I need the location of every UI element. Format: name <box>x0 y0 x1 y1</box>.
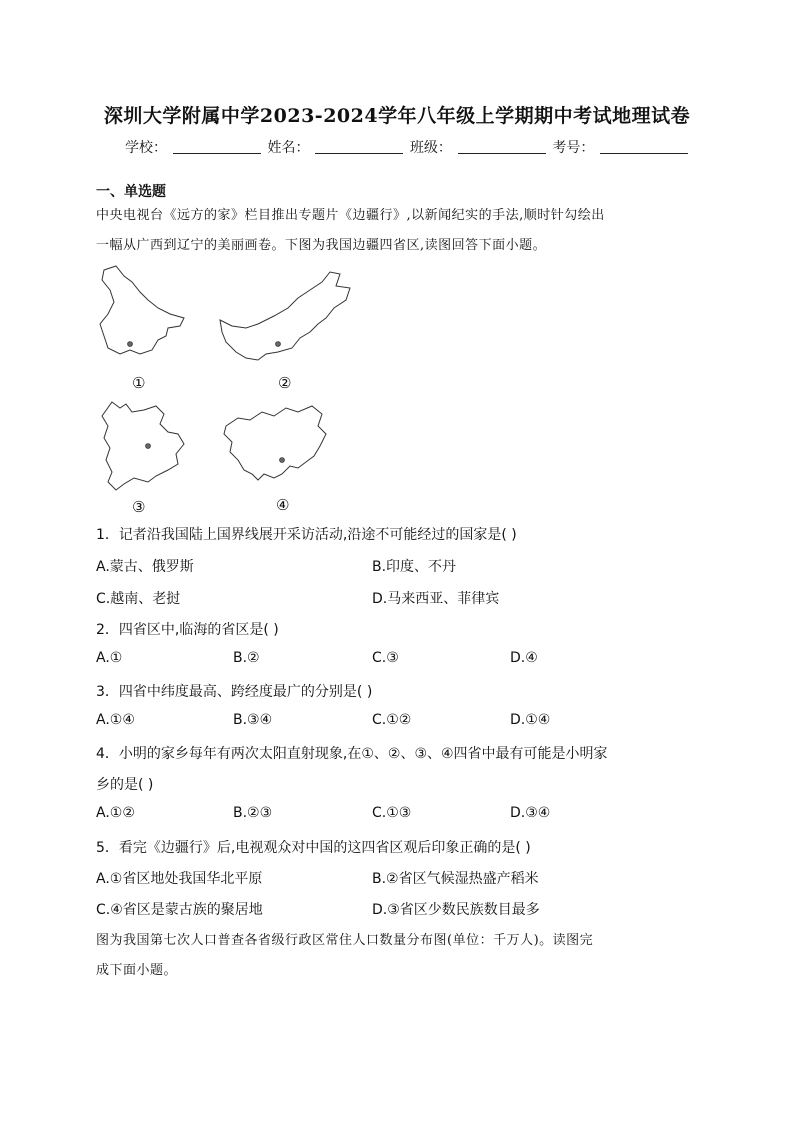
map-3-shape <box>94 398 189 498</box>
intro-2-line-1: 图为我国第七次人口普查各省级行政区常住人口数量分布图(单位：千万人)。读图完 <box>96 933 594 948</box>
intro-2-line-2: 成下面小题。 <box>96 963 178 978</box>
q3-option-d[interactable]: D.①④ <box>510 712 551 728</box>
number-label: 考号： <box>552 140 595 156</box>
intro-1-line-1: 中央电视台《远方的家》栏目推出专题片《边疆行》,以新闻纪实的手法,顺时针勾绘出 <box>96 208 605 223</box>
q4-option-a[interactable]: A.①② <box>96 805 135 821</box>
question-2: 2．四省区中,临海的省区是( ) <box>96 622 279 638</box>
q5-option-a[interactable]: A.①省区地处我国华北平原 <box>96 871 263 887</box>
q1-option-d[interactable]: D.马来西亚、菲律宾 <box>372 591 500 607</box>
student-info-line <box>125 137 690 157</box>
q2-option-a[interactable]: A.① <box>96 650 123 666</box>
question-4-line-1: 4．小明的家乡每年有两次太阳直射现象,在①、②、③、④四省中最有可能是小明家 <box>96 746 608 762</box>
map-province-1 <box>96 262 191 392</box>
q5-option-b[interactable]: B.②省区气候湿热盛产稻米 <box>372 871 539 887</box>
map-2-shape <box>218 268 358 368</box>
map-4-label: ④ <box>276 496 290 514</box>
intro-passage-1 <box>96 201 706 261</box>
q4-option-b[interactable]: B.②③ <box>233 805 273 821</box>
map-province-4 <box>220 404 335 514</box>
map-1-shape <box>96 262 191 362</box>
map-4-shape <box>220 404 335 494</box>
question-3: 3．四省中纬度最高、跨经度最广的分别是( ) <box>96 684 373 700</box>
q2-option-c[interactable]: C.③ <box>372 650 399 666</box>
map-2-label: ② <box>278 374 292 392</box>
name-label: 姓名： <box>267 140 310 156</box>
q4-option-d[interactable]: D.③④ <box>510 805 551 821</box>
number-blank[interactable] <box>600 139 688 154</box>
q3-option-b[interactable]: B.③④ <box>233 712 273 728</box>
school-label: 学校： <box>125 140 167 156</box>
class-blank[interactable] <box>458 139 546 154</box>
school-blank[interactable] <box>173 139 261 154</box>
map-3-label: ③ <box>132 498 146 516</box>
question-5: 5．看完《边疆行》后,电视观众对中国的这四省区观后印象正确的是( ) <box>96 840 531 856</box>
q1-option-c[interactable]: C.越南、老挝 <box>96 591 181 607</box>
q5-option-c[interactable]: C.④省区是蒙古族的聚居地 <box>96 902 263 918</box>
q3-option-a[interactable]: A.①④ <box>96 712 135 728</box>
q3-option-c[interactable]: C.①② <box>372 712 412 728</box>
section-heading: 一、单选题 <box>96 184 166 200</box>
q2-option-b[interactable]: B.② <box>233 650 260 666</box>
intro-passage-2 <box>96 926 706 986</box>
q5-option-d[interactable]: D.③省区少数民族数目最多 <box>372 902 540 918</box>
q1-option-a[interactable]: A.蒙古、俄罗斯 <box>96 559 194 575</box>
name-blank[interactable] <box>315 139 403 154</box>
q2-option-d[interactable]: D.④ <box>510 650 538 666</box>
q1-option-b[interactable]: B.印度、不丹 <box>372 559 457 575</box>
intro-1-line-2: 一幅从广西到辽宁的美丽画卷。下图为我国边疆四省区,读图回答下面小题。 <box>96 238 547 253</box>
q4-option-c[interactable]: C.①③ <box>372 805 412 821</box>
question-1: 1．记者沿我国陆上国界线展开采访活动,沿途不可能经过的国家是( ) <box>96 527 517 543</box>
class-label: 班级： <box>409 140 452 156</box>
map-1-label: ① <box>132 374 146 392</box>
map-province-2 <box>218 268 358 392</box>
question-4-line-2: 乡的是( ) <box>96 777 154 793</box>
page-title: 深圳大学附属中学2023-2024学年八年级上学期期中考试地理试卷 <box>103 105 691 127</box>
map-province-3 <box>94 398 189 516</box>
